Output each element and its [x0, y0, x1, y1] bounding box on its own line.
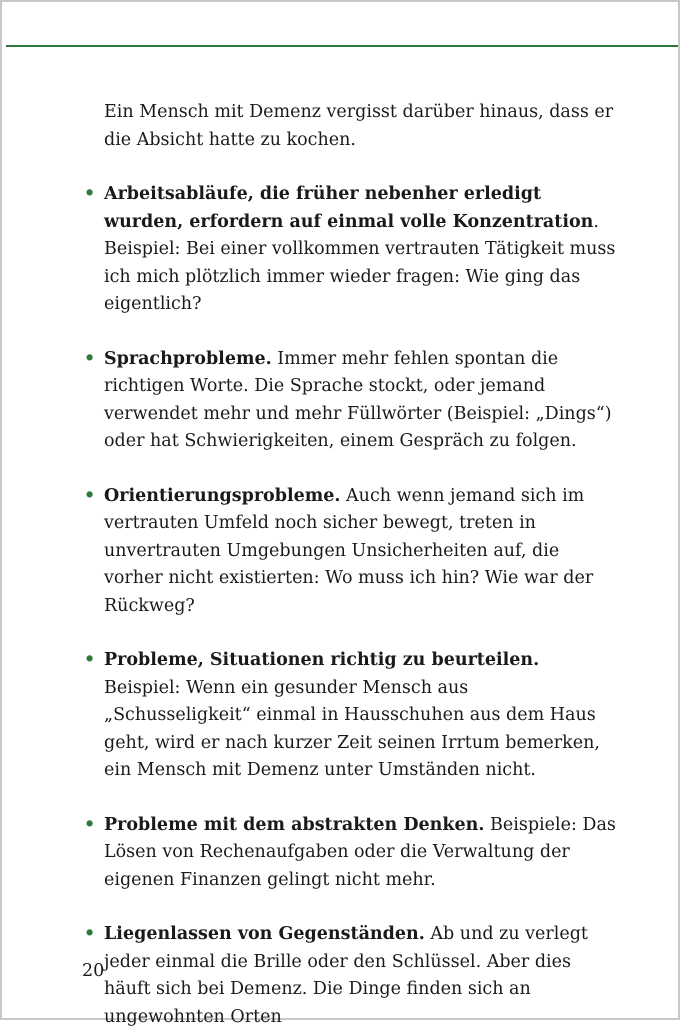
bullet-icon: •	[84, 184, 96, 204]
bullet-icon: •	[84, 924, 96, 944]
list-item	[84, 346, 616, 456]
intro-paragraph: Ein Mensch mit Demenz vergisst darüber hinaus, dass er die Absicht hatte zu kochen.	[104, 102, 614, 150]
bullet-icon: •	[84, 814, 96, 835]
item-heading: Probleme, Situationen richtig zu beurteilen.	[104, 650, 540, 670]
header-rule	[6, 45, 678, 47]
item-text: Ab und zu verlegt jeder einmal die Brille oder den Schlüssel. Aber dies häuft sich bei Demenz. Die Dinge finden sich an ungewohnten Orten	[104, 924, 588, 1027]
item-heading: Liegenlassen von Gegenständen.	[104, 924, 425, 944]
item-heading: Arbeitsabläufe, die früher nebenher erledigt wurden, erfordern auf einmal volle Konzentration	[104, 184, 594, 232]
item-text: Auch wenn jemand sich im vertrauten Umfeld noch sicher bewegt, treten in unvertrauten Umgebungen Unsicherheiten auf, die vorher nicht existierten: Wo muss ich hin? Wie war der Rückweg?	[104, 485, 594, 616]
bullet-icon: •	[84, 485, 96, 506]
bullet-icon: •	[84, 650, 96, 670]
item-heading: Probleme mit dem abstrakten Denken.	[104, 814, 485, 835]
list-item	[84, 647, 616, 785]
page-body	[86, 99, 616, 1031]
page-number: 20	[82, 961, 105, 981]
item-heading: Orientierungsprobleme.	[104, 485, 341, 506]
list-item	[84, 812, 616, 895]
item-text: Beispiele: Das Lösen von Rechenaufgaben oder die Verwaltung der eigenen Finanzen gelingt nicht mehr.	[104, 814, 616, 890]
list-item	[84, 181, 616, 319]
item-heading: Sprachprobleme.	[104, 348, 272, 369]
item-text: Immer mehr fehlen spontan die richtigen Worte. Die Sprache stockt, oder jemand verwendet mehr und mehr Füllwörter (Beispiel: „Dings“) oder hat Schwierigkeiten, einem Gespräch zu folgen.	[104, 348, 612, 451]
list-item	[84, 483, 616, 621]
item-text: Beispiel: Wenn ein gesunder Mensch aus „Schusseligkeit“ einmal in Hausschuhen aus dem Haus geht, wird er nach kurzer Zeit seinen Irrtum bemerken, ein Mensch mit Demenz unter Umständen nicht.	[104, 677, 600, 780]
bullet-icon: •	[84, 348, 96, 369]
item-text: . Beispiel: Bei einer vollkommen vertrauten Tätigkeit muss ich mich plötzlich immer wieder fragen: Wie ging das eigentlich?	[104, 211, 616, 314]
